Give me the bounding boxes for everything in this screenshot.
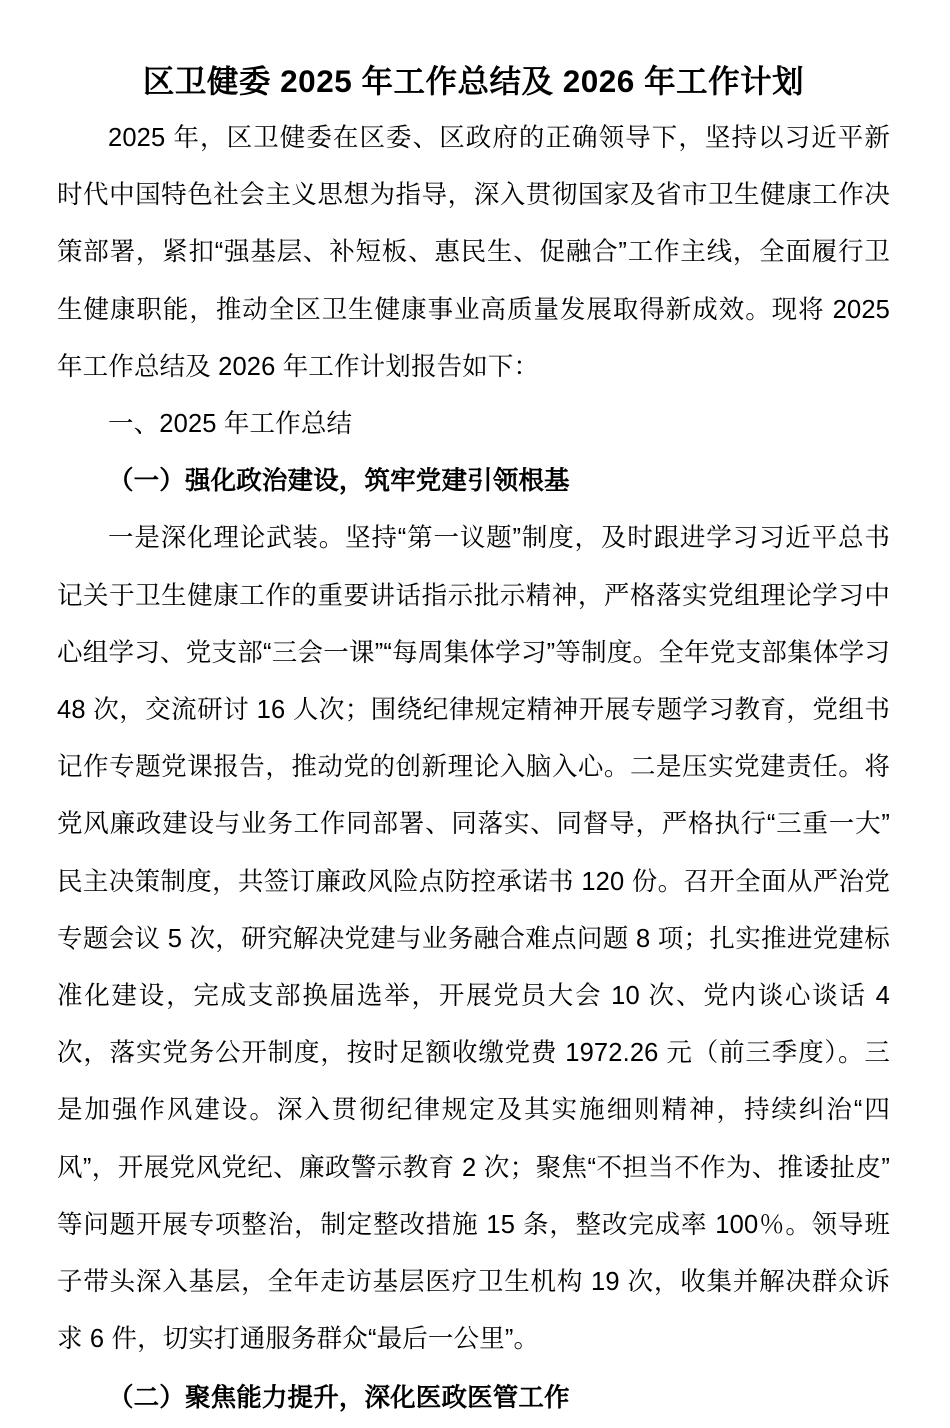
subsection-1-body: 一是深化理论武装。坚持“第一议题”制度，及时跟进学习习近平总书记关于卫生健康工作的重要讲话指示批示精神，严格落实党组理论学习中心组学习、党支部“三会一课”“每周集体学习”等制度。全年党支部集体学习 48 次，交流研讨 16 人次；围绕纪律规定精神开展专题学习教育，党组书记作专题党课报告，推动党的创新理论入脑入心。二是压实党建责任。将党风廉政建设与业务工作同部署、同落实、同督导，严格执行“三重一大”民主决策制度，共签订廉政风险点防控承诺书 120 份。召开全面从严治党专题会议 5 次，研究解决党建与业务融合难点问题 8 项；扎实推进党建标准化建设，完成支部换届选举，开展党员大会 10 次、党内谈心谈话 4 次，落实党务公开制度，按时足额收缴党费 1972.26 元（前三季度）。三是加强作风建设。深入贯彻纪律规定及其实施细则精神，持续纠治“四风”，开展党风党纪、廉政警示教育 2 次；聚焦“不担当不作为、推诿扯皮”等问题开展专项整治，制定整改措施 15 条，整改完成率 100％。领导班子带头深入基层，全年走访基层医疗卫生机构 19 次，收集并解决群众诉求 6 件，切实打通服务群众“最后一公里”。 <box>57 524 890 1354</box>
intro-paragraph: 2025 年，区卫健委在区委、区政府的正确领导下，坚持以习近平新时代中国特色社会主义思想为指导，深入贯彻国家及省市卫生健康工作决策部署，紧扣“强基层、补短板、惠民生、促融合”工作主线，全面履行卫生健康职能，推动全区卫生健康事业高质量发展取得新成效。现将 2025 年工作总结及 2026 年工作计划报告如下： <box>57 124 890 381</box>
subsection-heading-1: （一）强化政治建设，筑牢党建引领根基 <box>108 467 570 496</box>
page-title: 区卫健委 2025 年工作总结及 2026 年工作计划 <box>142 63 805 99</box>
section-heading-1: 一、2025 年工作总结 <box>108 410 353 439</box>
subsection-heading-2: （二）聚焦能力提升，深化医政医管工作 <box>108 1384 570 1413</box>
